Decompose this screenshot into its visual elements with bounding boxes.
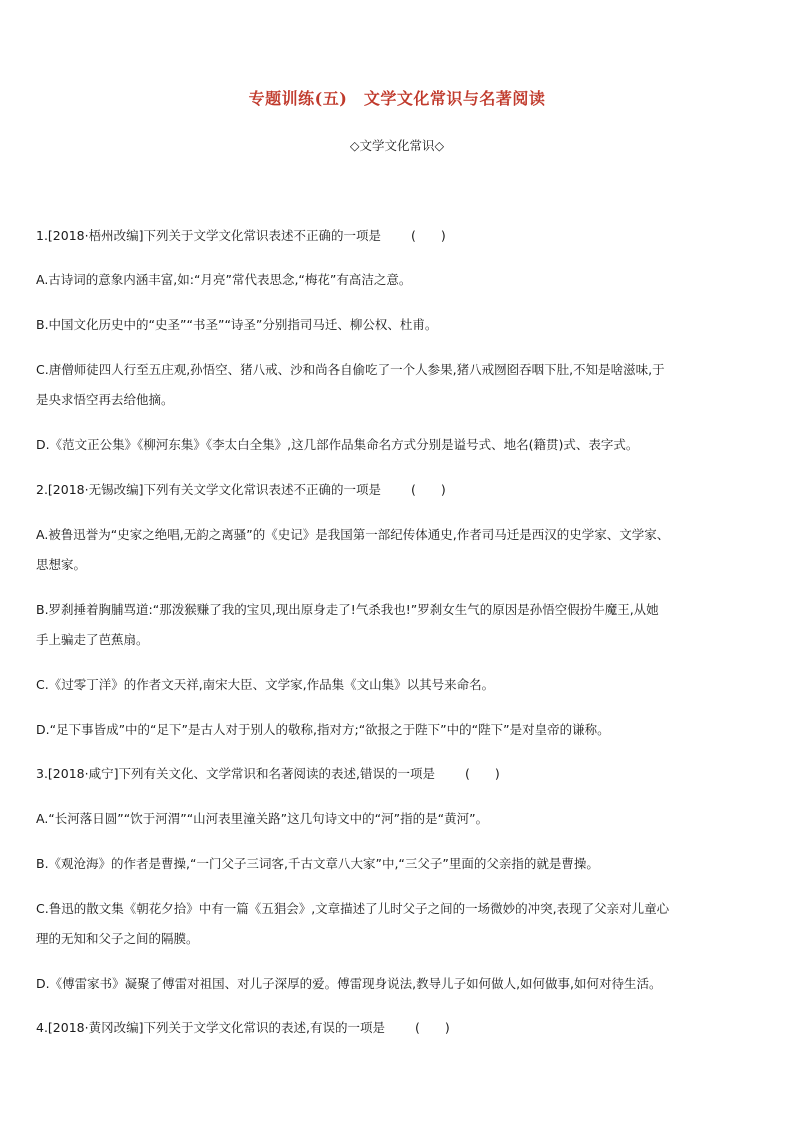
question-3-option-b: B.《观沧海》的作者是曹操,“一门父子三词客,千古文章八大家”中,“三父子”里面的父亲指的就是曹操。: [36, 856, 599, 871]
question-3-option-c-line2: 理的无知和父子之间的隔膜。: [36, 931, 199, 946]
question-2-option-a-line2: 思想家。: [36, 557, 87, 572]
answer-paren: ( ): [410, 228, 446, 243]
question-stem-text: 1.[2018·梧州改编]下列关于文学文化常识表述不正确的一项是: [36, 228, 381, 243]
question-stem-text: 4.[2018·黄冈改编]下列关于文学文化常识的表述,有误的一项是: [36, 1020, 385, 1035]
question-4-stem: [36, 1019, 766, 1037]
question-3-option-c-line1: C.鲁迅的散文集《朝花夕拾》中有一篇《五猖会》,文章描述了儿时父子之间的一场微妙的冲突,表现了父亲对儿童心: [36, 901, 670, 916]
question-1-option-a: A.古诗词的意象内涵丰富,如:“月亮”常代表思念,“梅花”有高洁之意。: [36, 272, 412, 287]
question-2-option-b-line2: 手上骗走了芭蕉扇。: [36, 632, 149, 647]
section-heading: ◇文学文化常识◇: [349, 138, 445, 153]
answer-paren: ( ): [414, 1020, 450, 1035]
question-1-option-c-line2: 是央求悟空再去给他摘。: [36, 392, 174, 407]
answer-paren: ( ): [464, 766, 500, 781]
question-1-option-b: B.中国文化历史中的“史圣”“书圣”“诗圣”分别指司马迁、柳公权、杜甫。: [36, 317, 438, 332]
question-1-stem: [36, 227, 766, 245]
page-title: 专题训练(五) 文学文化常识与名著阅读: [248, 89, 546, 108]
question-2-option-d: D.“足下事皆成”中的“足下”是古人对于别人的敬称,指对方;“欲报之于陛下”中的“陛下”是对皇帝的谦称。: [36, 722, 610, 737]
question-2-stem: [36, 481, 766, 499]
question-2-option-a-line1: A.被鲁迅誉为“史家之绝唱,无韵之离骚”的《史记》是我国第一部纪传体通史,作者司马迁是西汉的史学家、文学家、: [36, 527, 670, 542]
answer-paren: ( ): [410, 482, 446, 497]
question-stem-text: 2.[2018·无锡改编]下列有关文学文化常识表述不正确的一项是: [36, 482, 381, 497]
question-1-option-c-line1: C.唐僧师徒四人行至五庄观,孙悟空、猪八戒、沙和尚各自偷吃了一个人参果,猪八戒囫囵吞咽下肚,不知是啥滋味,于: [36, 362, 665, 377]
question-1-option-d: D.《范文正公集》《柳河东集》《李太白全集》,这几部作品集命名方式分别是谥号式、地名(籍贯)式、表字式。: [36, 437, 639, 452]
question-3-stem: [36, 765, 766, 783]
question-2-option-c: C.《过零丁洋》的作者文天祥,南宋大臣、文学家,作品集《文山集》以其号来命名。: [36, 677, 495, 692]
question-3-option-d: D.《傅雷家书》凝聚了傅雷对祖国、对儿子深厚的爱。傅雷现身说法,教导儿子如何做人,如何做事,如何对待生活。: [36, 976, 662, 991]
question-3-option-a: A.“长河落日圆”“饮于河渭”“山河表里潼关路”这几句诗文中的“河”指的是“黄河”。: [36, 811, 489, 826]
question-stem-text: 3.[2018·咸宁]下列有关文化、文学常识和名著阅读的表述,错误的一项是: [36, 766, 435, 781]
question-2-option-b-line1: B.罗刹捶着胸脯骂道:“那泼猴赚了我的宝贝,现出原身走了!气杀我也!”罗刹女生气的原因是孙悟空假扮牛魔王,从她: [36, 602, 659, 617]
